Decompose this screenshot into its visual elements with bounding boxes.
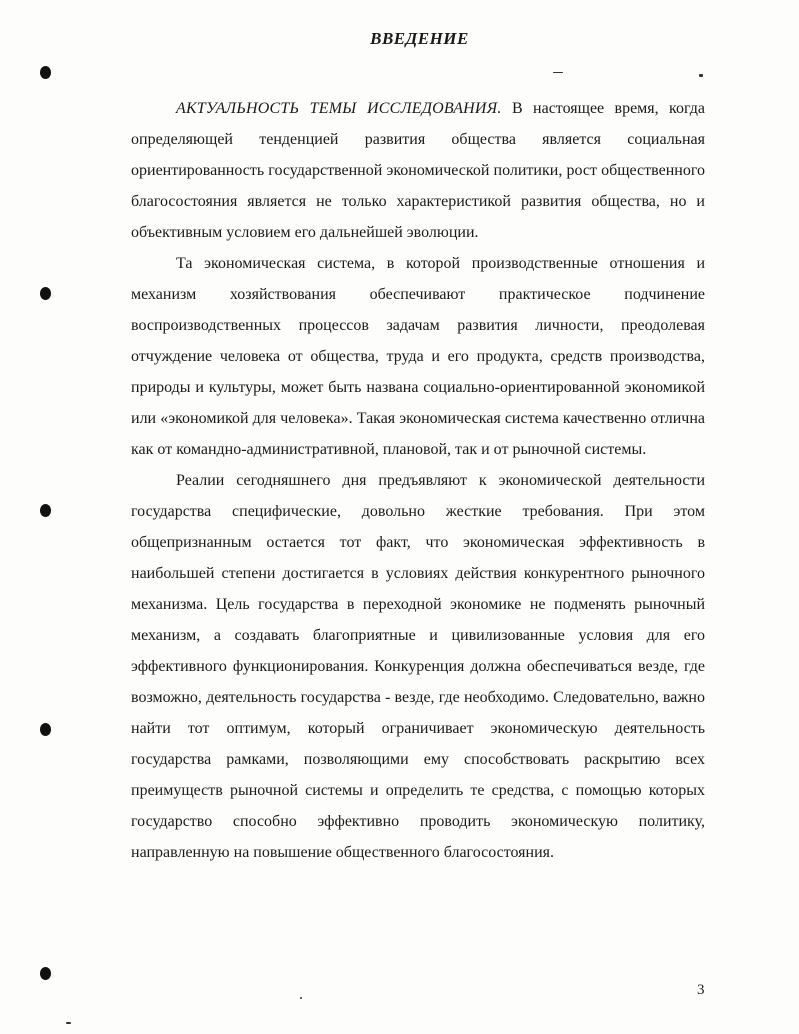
scan-speck [553, 72, 563, 73]
punch-hole-1 [40, 66, 51, 79]
scan-speck [300, 997, 302, 999]
scan-speck [66, 1022, 71, 1024]
punch-hole-4 [40, 723, 51, 736]
paragraph-1-text: В настоящее время, когда определяющей тенденцией развития общества является социальная ориентированность государственной экономической политики, рост общественного благосостояния является не только характеристикой развития общества, но и объективным условием его дальнейшей эволюции. [131, 100, 706, 241]
scan-speck [699, 74, 703, 77]
paragraph-2: Та экономическая система, в которой производственные отношения и механизм хозяйствования обеспечивают практическое подчинение воспроизводственных процессов задачам развития личности, преодолевая отчуждение человека от общества, труда и его продукта, средств производства, природы и культуры, может быть названа социально-ориентированной экономикой или «экономикой для человека». Такая экономическая система качественно отлична как от командно-административной, плановой, так и от рыночной системы. [131, 255, 705, 458]
body-text [131, 93, 705, 868]
punch-hole-2 [40, 287, 51, 300]
paragraph-1-lead: АКТУАЛЬНОСТЬ ТЕМЫ ИССЛЕДОВАНИЯ. [176, 100, 502, 117]
page-number: 3 [697, 982, 705, 998]
paragraph-3: Реалии сегодняшнего дня предъявляют к экономической деятельности государства специфические, довольно жесткие требования. При этом общепризнанным остается тот факт, что экономическая эффективность в наибольшей степени достигается в условиях действия конкурентного рыночного механизма. Цель государства в переходной экономике не подменять рыночный механизм, а создавать благоприятные и цивилизованные условия для его эффективного функционирования. Конкуренция должна обеспечиваться везде, где возможно, деятельность государства - везде, где необходимо. Следовательно, важно найти тот оптимум, который ограничивает экономическую деятельность государства рамками, позволяющими ему способствовать раскрытию всех преимуществ рыночной системы и определить те средства, с помощью которых государство способно эффективно проводить экономическую политику, направленную на повышение общественного благосостояния. [131, 472, 705, 861]
page-title: ВВЕДЕНИЕ [370, 29, 469, 48]
punch-hole-3 [40, 504, 51, 517]
paragraph-1 [131, 93, 705, 248]
punch-hole-5 [40, 967, 51, 980]
